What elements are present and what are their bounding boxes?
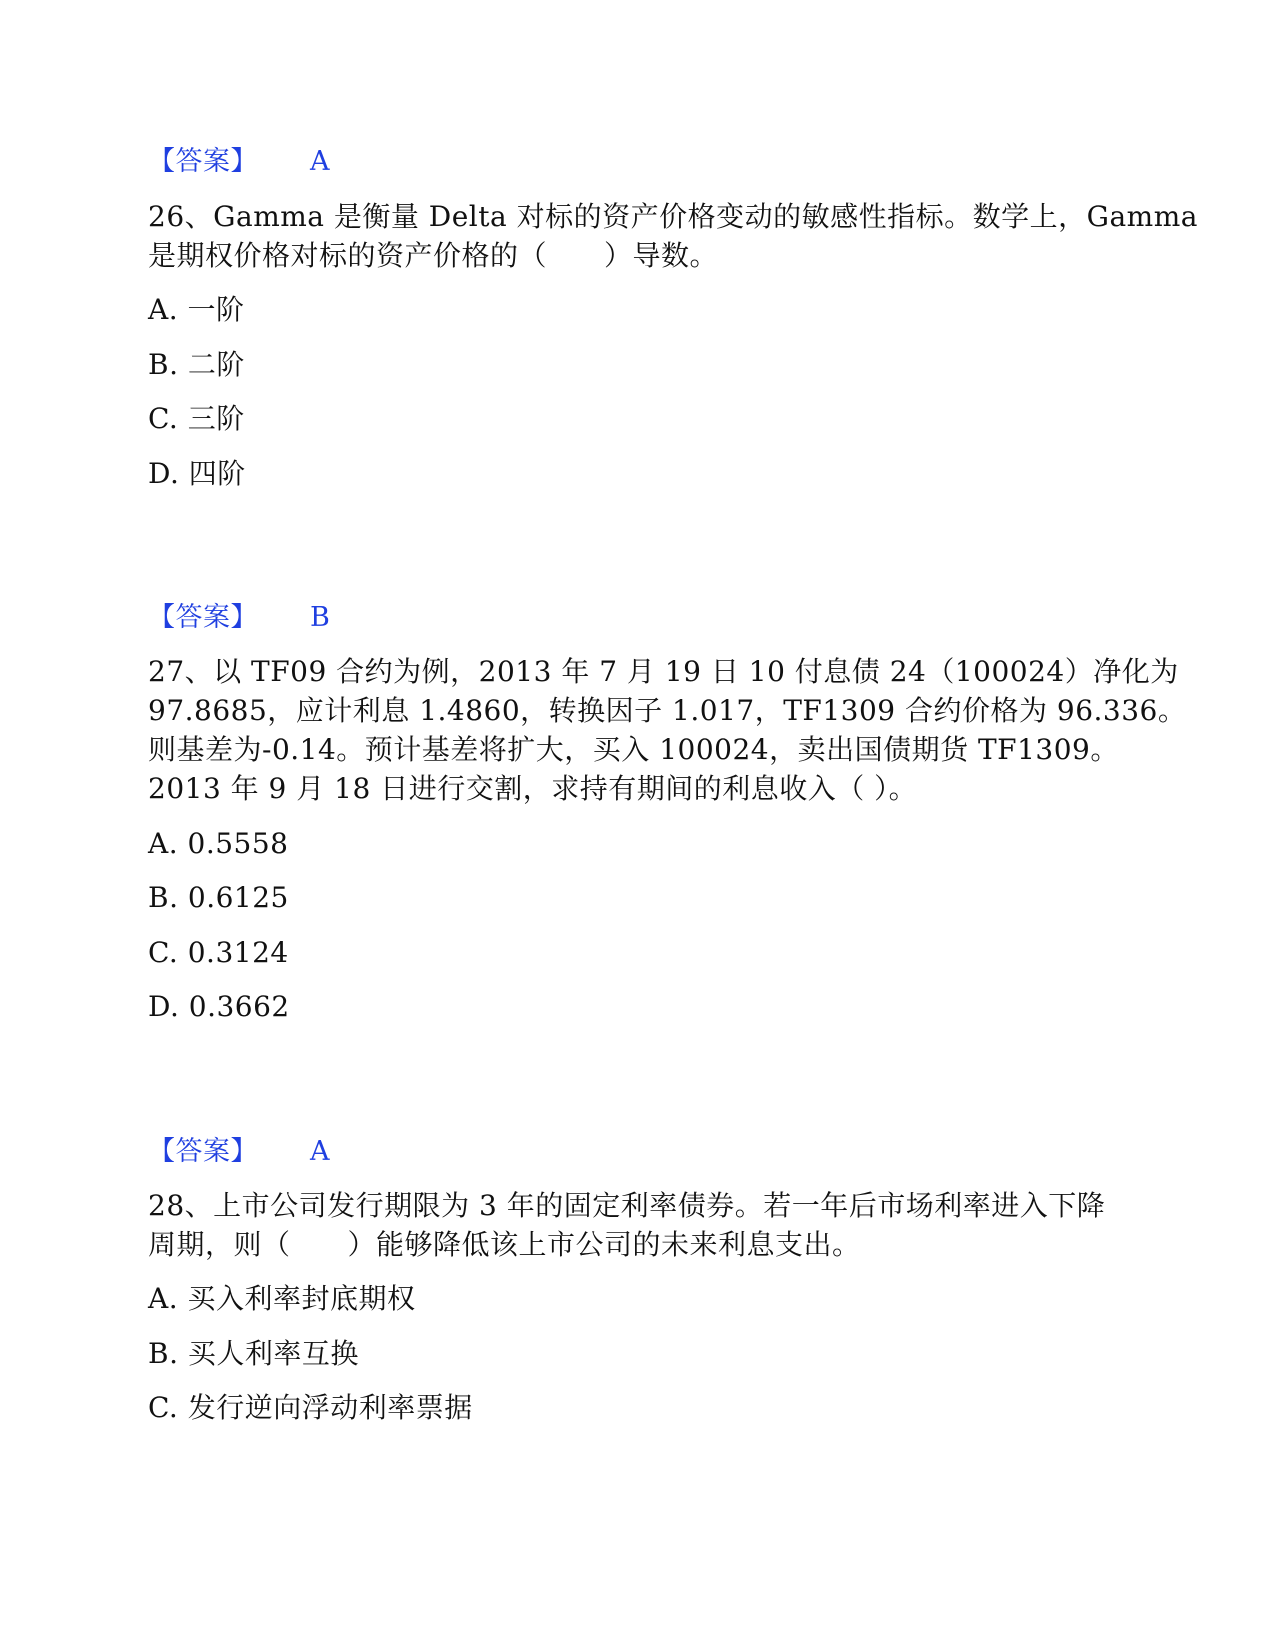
- question-27-option-d: D. 0.3662: [148, 990, 290, 1023]
- question-28-line-2: 周期，则（ ）能够降低该上市公司的未来利息支出。: [148, 1228, 861, 1261]
- question-28-option-b: B. 买人利率互换: [148, 1337, 359, 1370]
- answer-value: A: [310, 146, 330, 177]
- question-28-option-c: C. 发行逆向浮动利率票据: [148, 1391, 473, 1424]
- question-28-line-1: 28、上市公司发行期限为 3 年的固定利率债券。若一年后市场利率进入下降: [148, 1189, 1106, 1222]
- answer-label: 【答案】: [148, 1136, 258, 1167]
- question-27-line-3: 则基差为-0.14。预计基差将扩大，买入 100024，卖出国债期货 TF1309。: [148, 733, 1119, 766]
- answer-line-q25: [148, 142, 330, 182]
- question-27-option-b: B. 0.6125: [148, 881, 289, 914]
- answer-label: 【答案】: [148, 602, 258, 633]
- answer-line-q26: [148, 598, 330, 638]
- question-26-option-c: C. 三阶: [148, 402, 245, 435]
- question-27-option-a: A. 0.5558: [148, 827, 289, 860]
- question-27-line-4: 2013 年 9 月 18 日进行交割，求持有期间的利息收入（ ）。: [148, 772, 918, 805]
- question-27-line-2: 97.8685，应计利息 1.4860，转换因子 1.017，TF1309 合约价格为 96.336。: [148, 694, 1187, 727]
- question-26-option-d: D. 四阶: [148, 457, 246, 490]
- answer-line-q27: [148, 1132, 330, 1172]
- answer-label: 【答案】: [148, 146, 258, 177]
- question-28-option-a: A. 买入利率封底期权: [148, 1282, 416, 1315]
- question-26-option-b: B. 二阶: [148, 348, 245, 381]
- question-26-line-1: 26、Gamma 是衡量 Delta 对标的资产价格变动的敏感性指标。数学上，Gamma: [148, 200, 1198, 233]
- question-27-line-1: 27、以 TF09 合约为例，2013 年 7 月 19 日 10 付息债 24（100024）净化为: [148, 655, 1179, 688]
- question-26-option-a: A. 一阶: [148, 293, 245, 326]
- question-27-option-c: C. 0.3124: [148, 936, 289, 969]
- answer-value: A: [310, 1136, 330, 1167]
- answer-value: B: [310, 602, 331, 633]
- question-26-line-2: 是期权价格对标的资产价格的（ ）导数。: [148, 239, 719, 272]
